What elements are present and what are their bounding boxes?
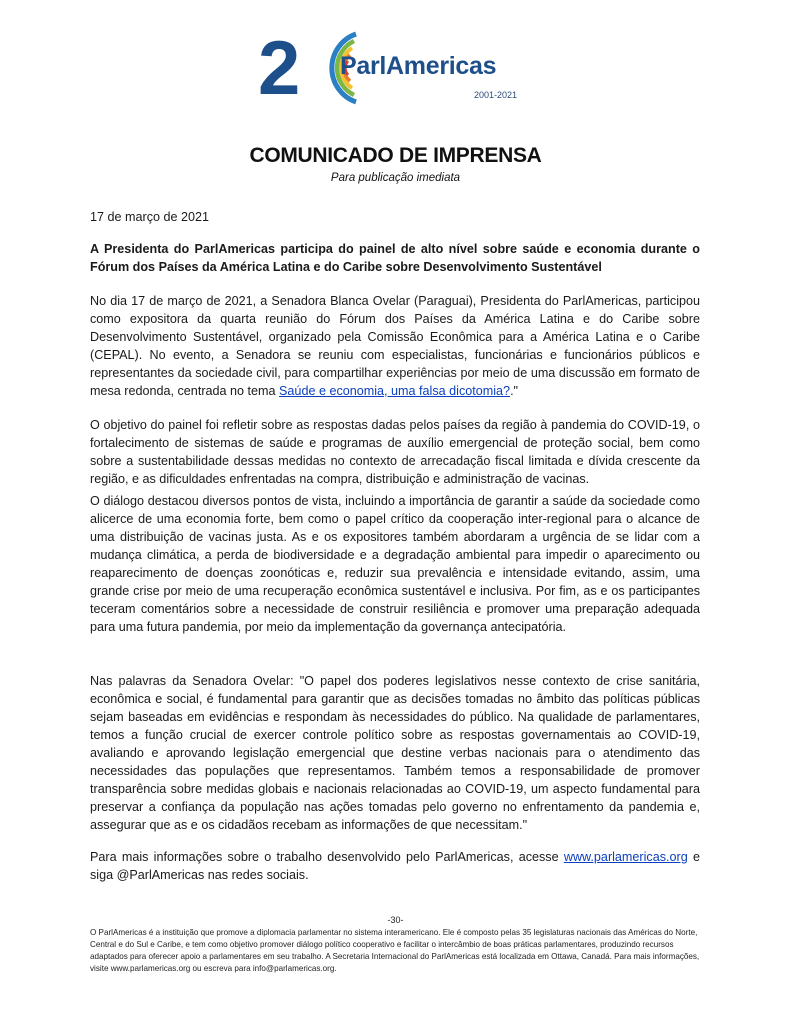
logo-years: 2001-2021 [474,90,518,100]
paragraph-5 [90,848,700,884]
paragraph-1 [90,292,700,400]
topic-link[interactable]: Saúde e economia, uma falsa dicotomia? [279,384,511,398]
footer-boilerplate: O ParlAmericas é a instituição que promove a diplomacia parlamentar no sistema interamericano. Ele é composto pelas 35 legislaturas nacionais das Américas do Norte, Central e do Sul e Caribe, e tem como objetivo promover diálogo político cooperativo e facilitar o intercâmbio de boas práticas parlamentares, produzindo recursos adaptados para oferecer apoio a parlamentares em seu trabalho. A Secretaria Internacional do ParlAmericas está localizada em Ottawa, Canadá. Para mais informações, visite www.parlamericas.org ou escreva para info@parlamericas.org. [90,928,700,973]
paragraph-2: O objetivo do painel foi refletir sobre as respostas dadas pelos países da região à pandemia do COVID-19, o fortalecimento de sistemas de saúde e programas de auxílio emergencial de proteção social, bem como sobre a sustentabilidade dessas medidas no contexto de arrecadação fiscal limitada e dívida crescente da região, e as dificuldades enfrentadas na compra, distribuição e administração de vacinas. [90,418,700,486]
paragraph-1-text-a: No dia 17 de março de 2021, a Senadora Blanca Ovelar (Paraguai), Presidenta do ParlAmericas, participou como expositora da quarta reunião do Fórum dos Países da América Latina e do Caribe sobre Desenvolvimento Sustentável, organizado pela Comissão Econômica para a América Latina e o Caribe (CEPAL). No evento, a Senadora se reuniu com especialistas, funcionárias e funcionários públicos e representantes da sociedade civil, para compartilhar experiências por meio de uma discussão em formato de mesa redonda, centrada no tema [90,294,700,398]
parlamericas-20-logo [258,24,548,106]
release-date: 17 de março de 2021 [90,210,210,224]
website-link[interactable]: www.parlamericas.org [563,850,688,864]
document-subtitle: Para publicação imediata [330,172,461,184]
logo-name: ParlAmericas [340,52,497,80]
paragraph-5-text-b: e siga @ParlAmericas nas redes sociais. [90,850,700,882]
paragraph-1-text-b: ." [510,384,519,398]
logo-number-glyph: 2 [258,26,301,106]
paragraph-4-quote: Nas palavras da Senadora Ovelar: "O papel dos poderes legislativos nesse contexto de crise sanitária, econômica e social, é fundamental para garantir que as decisões tomadas no âmbito das políticas públicas sejam baseadas em evidências e respondam às necessidades do público. Na qualidade de parlamentares, temos a função crucial de exercer controle político sobre as respostas governamentais ao COVID-19, avaliando e aprovando legislação emergencial que destine verbas nacionais para o atendimento das necessidades das populações que representamos. Também temos a responsabilidade de promover transparência sobre medidas globais e nacionais relacionadas ao COVID-19, um aspecto fundamental para preservar a confiança da população nas ações tomadas pelo governo no enfrentamento da pandemia e, assegurar que as e os cidadãos recebam as informações de que necessitam." [90,674,700,832]
headline: A Presidenta do ParlAmericas participa do painel de alto nível sobre saúde e economia durante o Fórum dos Países da América Latina e do Caribe sobre Desenvolvimento Sustentável [90,242,700,274]
document-title: COMUNICADO DE IMPRENSA [249,144,542,167]
end-marker: -30- [387,915,404,925]
paragraph-5-text-a: Para mais informações sobre o trabalho desenvolvido pelo ParlAmericas, acesse [90,850,564,864]
paragraph-3: O diálogo destacou diversos pontos de vista, incluindo a importância de garantir a saúde da sociedade como alicerce de uma economia forte, bem como o papel crítico da cooperação inter-regional para o alcance de uma distribuição de vacinas justa. As e os expositores também abordaram a urgência de se lidar com a mudança climática, a perda de biodiversidade e a degradação ambiental para impedir o aparecimento ou reaparecimento de doenças zoonóticas e, reduzir sua prevalência e intensidade evitando, assim, uma grande crise por meio de uma recuperação econômica sustentável e inclusiva. Por fim, as e os participantes teceram comentários sobre a necessidade de construir resiliência e promover uma preparação adequada para uma futura pandemia, por meio da implementação da governança antecipatória. [90,494,700,634]
